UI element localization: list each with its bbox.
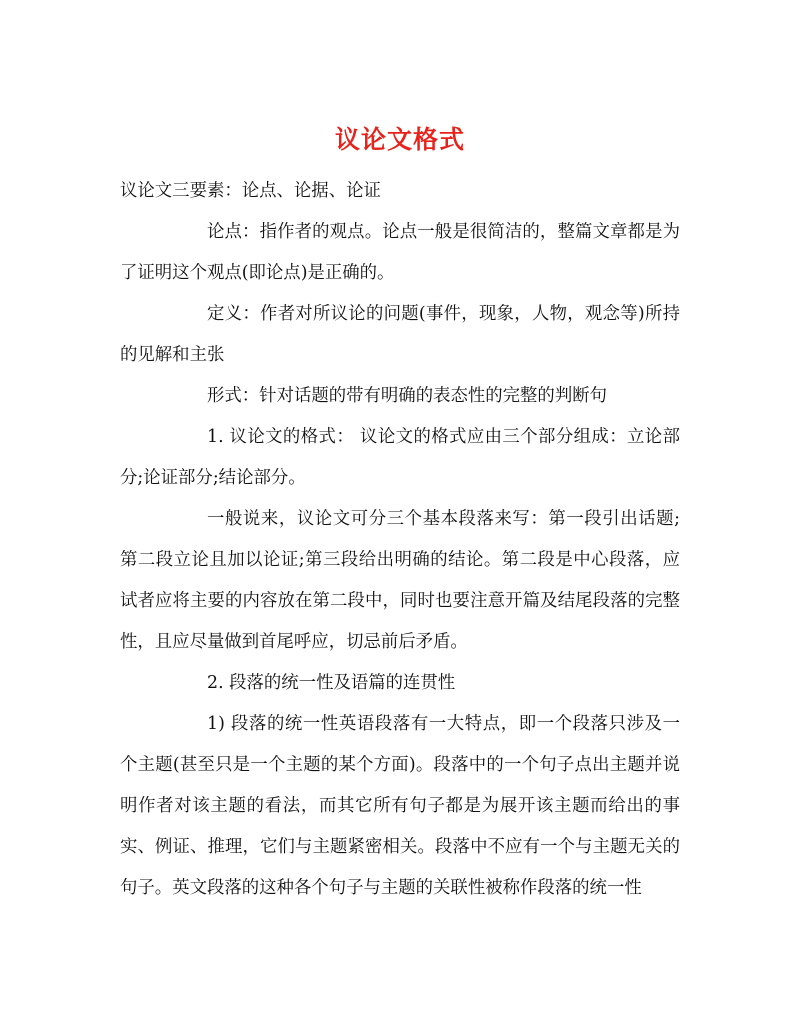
document-body xyxy=(120,171,680,909)
paragraph-argument-definition: 论点：指作者的观点。论点一般是很简洁的，整篇文章都是为了证明这个观点(即论点)是正确的。 xyxy=(120,222,680,283)
paragraph-unity-explanation: 1) 段落的统一性英语段落有一大特点，即一个段落只涉及一个主题(甚至只是一个主题的某个方面)。段落中的一个句子点出主题并说明作者对该主题的看法，而其它所有句子都是为展开该主题而给出的事实、例证、推理，它们与主题紧密相关。段落中不应有一个与主题无关的句子。英文段落的这种各个句子与主题的关联性被称作段落的统一性 xyxy=(120,714,680,898)
paragraph-three-paragraph-structure: 一般说来，议论文可分三个基本段落来写：第一段引出话题;第二段立论且加以论证;第三段给出明确的结论。第二段是中心段落，应试者应将主要的内容放在第二段中，同时也要注意开篇及结尾段落的完整性，且应尽量做到首尾呼应，切忌前后矛盾。 xyxy=(120,509,680,652)
paragraph-unity-heading: 2. 段落的统一性及语篇的连贯性 xyxy=(207,673,456,693)
paragraph-three-elements: 议论文三要素：论点、论据、论证 xyxy=(120,181,381,201)
paragraph-form: 形式：针对话题的带有明确的表态性的完整的判断句 xyxy=(207,386,607,406)
paragraph-format-section: 1. 议论文的格式： 议论文的格式应由三个部分组成：立论部分;论证部分;结论部分。 xyxy=(120,427,680,488)
paragraph-definition: 定义：作者对所议论的问题(事件，现象，人物，观念等)所持的见解和主张 xyxy=(120,304,680,365)
document-title: 议论文格式 xyxy=(334,124,465,154)
